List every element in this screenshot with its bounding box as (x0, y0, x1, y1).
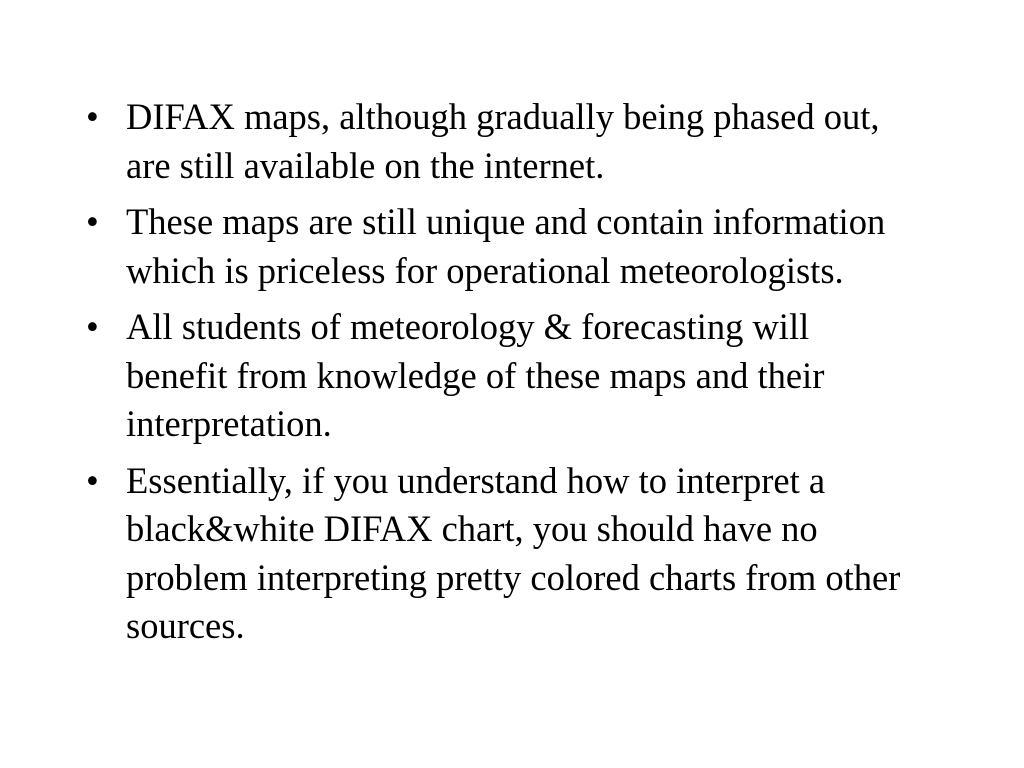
bullet-dot-icon: • (86, 459, 99, 501)
bullet-text: DIFAX maps, although gradually being phased out, are still available on the internet. (126, 96, 880, 186)
bullet-item (86, 198, 916, 295)
bullet-item (86, 93, 916, 190)
bullet-list (86, 93, 916, 659)
bullet-dot-icon: • (86, 306, 99, 347)
bullet-dot-icon: • (86, 96, 99, 137)
bullet-text: All students of meteorology & forecasting will benefit from knowledge of these maps and their interpretation. (126, 306, 825, 444)
bullet-dot-icon: • (86, 201, 99, 242)
bullet-item (86, 457, 916, 651)
bullet-text: Essentially, if you understand how to interpret a black&white DIFAX chart, you should have no problem interpreting pretty colored charts from other sources. (126, 459, 901, 646)
bullet-item (86, 303, 916, 449)
bullet-text: These maps are still unique and contain information which is priceless for operational meteorologists. (126, 201, 886, 291)
